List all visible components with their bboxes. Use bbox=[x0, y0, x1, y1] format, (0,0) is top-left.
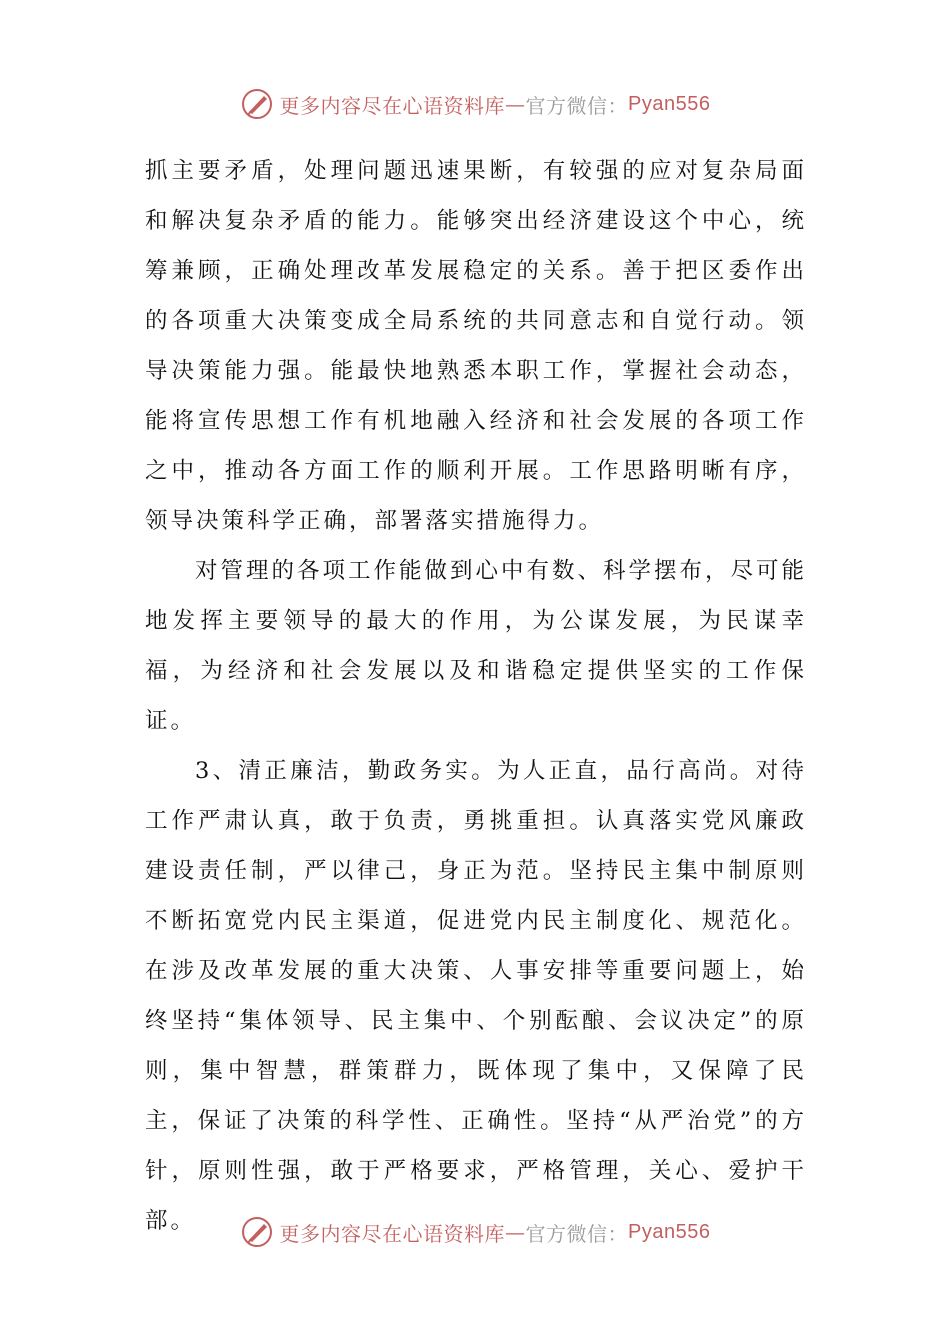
document-body bbox=[145, 146, 807, 1246]
watermark-dash: — bbox=[505, 1220, 526, 1244]
quill-logo-icon bbox=[240, 1215, 274, 1249]
footer-watermark bbox=[0, 1212, 950, 1252]
watermark-dash: — bbox=[505, 92, 526, 116]
watermark-id: Pyan556 bbox=[628, 92, 711, 115]
paragraph-2: 对管理的各项工作能做到心中有数、科学摆布，尽可能地发挥主要领导的最大的作用，为公谋发展，为民谋幸福，为经济和社会发展以及和谐稳定提供坚实的工作保证。 bbox=[145, 558, 808, 734]
quill-logo-icon bbox=[240, 87, 274, 121]
header-watermark bbox=[0, 84, 950, 124]
watermark-brand: 更多内容尽在心语资料库 bbox=[279, 1221, 506, 1246]
watermark-label: 官方微信： bbox=[525, 1221, 629, 1246]
watermark-brand: 更多内容尽在心语资料库 bbox=[279, 93, 506, 118]
watermark-id: Pyan556 bbox=[628, 1220, 711, 1243]
paragraph-1: 抓主要矛盾，处理问题迅速果断，有较强的应对复杂局面和解决复杂矛盾的能力。能够突出经济建设这个中心，统筹兼顾，正确处理改革发展稳定的关系。善于把区委作出的各项重大决策变成全局系统的共同意志和自觉行动。领导决策能力强。能最快地熟悉本职工作，掌握社会动态，能将宣传思想工作有机地融入经济和社会发展的各项工作之中，推动各方面工作的顺利开展。工作思路明晰有序，领导决策科学正确，部署落实措施得力。 bbox=[145, 158, 807, 534]
watermark-label: 官方微信： bbox=[525, 93, 629, 118]
paragraph-3: 3、清正廉洁，勤政务实。为人正直，品行高尚。对待工作严肃认真，敢于负责，勇挑重担。认真落实党风廉政建设责任制，严以律己，身正为范。坚持民主集中制原则不断拓宽党内民主渠道，促进党内民主制度化、规范化。在涉及改革发展的重大决策、人事安排等重要问题上，始终坚持“集体领导、民主集中、个别酝酿、会议决定”的原则，集中智慧，群策群力，既体现了集中，又保障了民主，保证了决策的科学性、正确性。坚持“从严治党”的方针，原则性强，敢于严格要求，严格管理，关心、爱护干部。 bbox=[145, 758, 807, 1234]
